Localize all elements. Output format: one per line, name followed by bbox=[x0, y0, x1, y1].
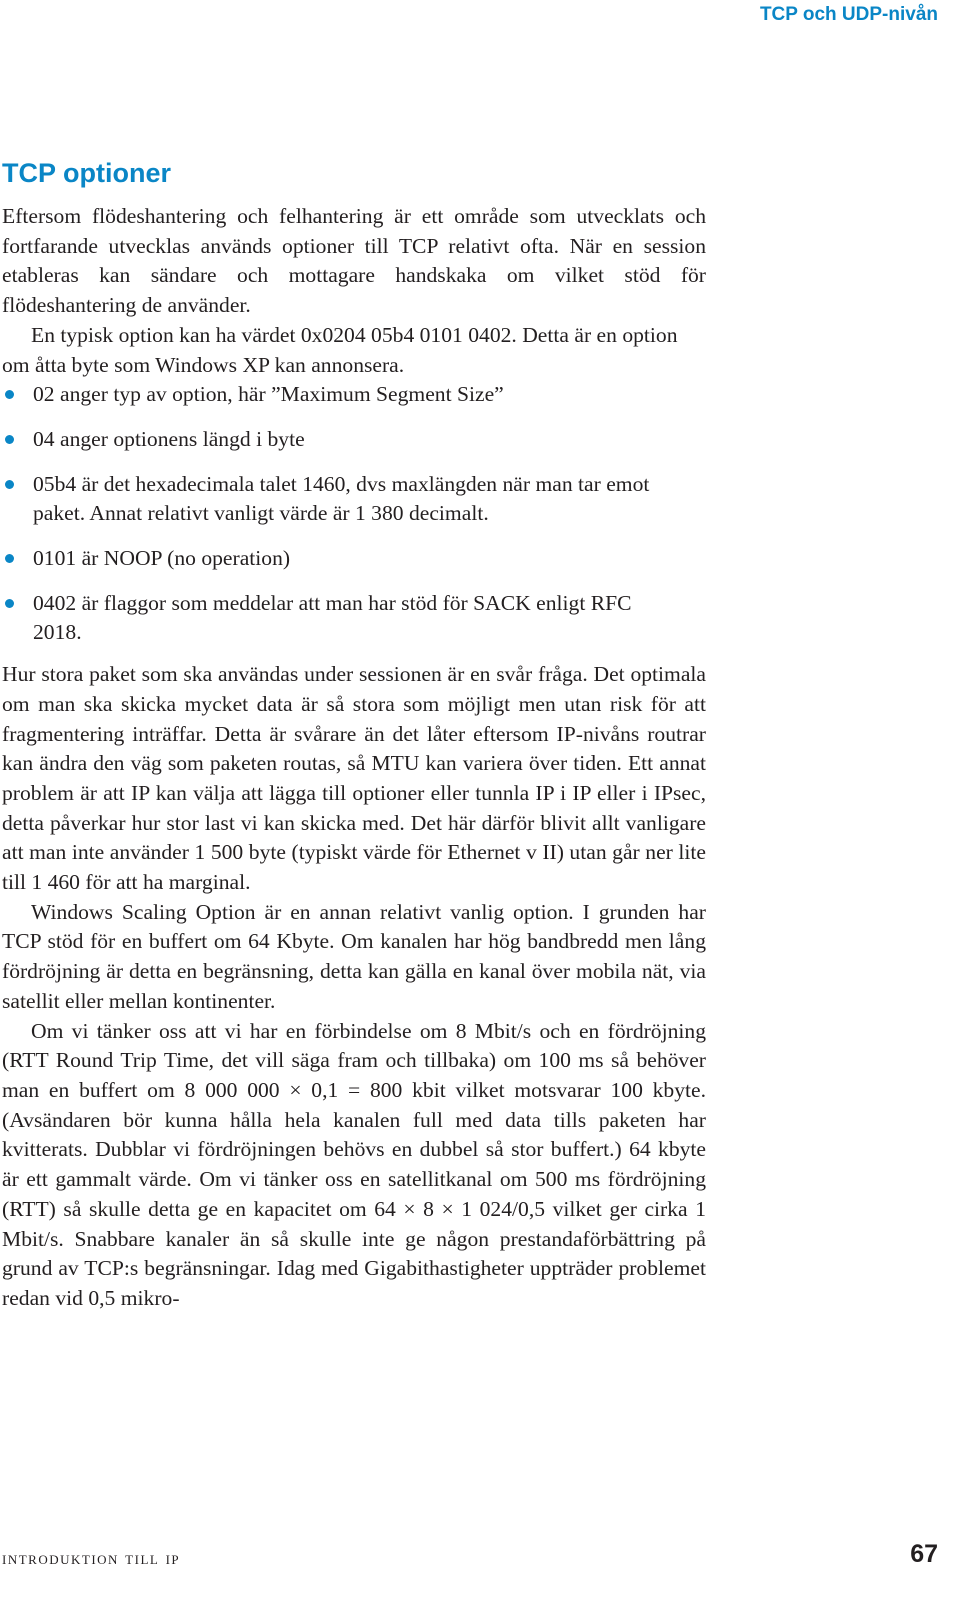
bullet-icon bbox=[5, 599, 14, 608]
list-item-text: 05b4 är det hexadecimala talet 1460, dvs maxlängden när man tar emot paket. Annat relativt vanligt värde är 1 380 decimalt. bbox=[33, 471, 650, 526]
paragraph-window-scaling: Windows Scaling Option är en annan relativt vanlig option. I grunden har TCP stöd för en buffert om 64 Kbyte. Om kanalen har hög bandbredd men lång fördröjning är detta en begränsning, detta kan gälla en kanal över mobila nät, via satellit eller mellan kontinenter. bbox=[2, 899, 706, 1013]
list-item-text: 04 anger optionens längd i byte bbox=[33, 426, 305, 451]
section-title: TCP optioner bbox=[2, 158, 172, 188]
body-text bbox=[2, 202, 706, 1314]
bullet-icon bbox=[5, 554, 14, 563]
paragraph-packet-size: Hur stora paket som ska användas under sessionen är en svår fråga. Det optimala om man ska skicka mycket data är så stora som möjligt men utan risk för att fragmentering inträffar. Detta är svårare än det låter eftersom IP-nivåns routrar kan ändra den väg som paketen routas, så MTU kan variera över tiden. Ett annat problem är att IP kan välja att lägga till optioner eller tunnla IP i IP eller i IPsec, detta påverkar hur stor last vi kan skicka med. Det här därför blivit allt vanligare att man inte använder 1 500 byte (typiskt värde för Ethernet v II) utan går ner lite till 1 460 för att ha marginal. bbox=[2, 662, 706, 895]
bullet-icon bbox=[5, 480, 14, 489]
paragraph-intro: Eftersom flödeshantering och felhantering är ett område som utvecklats och fortfarande utvecklas används optioner till TCP relativt ofta. När en session etableras kan sändare och mottagare handskaka om vilket stöd för flödeshantering de använder. bbox=[2, 204, 706, 318]
list-item bbox=[2, 380, 706, 410]
list-item-text: 0402 är flaggor som meddelar att man har stöd för SACK enligt RFC 2018. bbox=[33, 590, 632, 645]
bullet-icon bbox=[5, 435, 14, 444]
list-item-text: 02 anger typ av option, här ”Maximum Segment Size” bbox=[33, 382, 504, 407]
list-item-text: 0101 är NOOP (no operation) bbox=[33, 546, 291, 571]
paragraph-example-calculation: Om vi tänker oss att vi har en förbindelse om 8 Mbit/s och en fördröjning (RTT Round Trip Time, det vill säga fram och tillbaka) om 100 ms så behöver man en buffert om 8 000 000 × 0,1 = 800 kbit vilket motsvarar 100 kbyte. (Avsändaren bör kunna hålla hela kanalen full med data tills paketen har kvitterats. Dubblar vi fördröjningen behövs en dubbel så stor buffert.) 64 kbyte är ett gammalt värde. Om vi tänker oss en satellitkanal om 500 ms fördröjning (RTT) så skulle detta ge en kapacitet om 64 × 8 × 1 024/0,5 vilket ger cirka 1 Mbit/s. Snabbare kanaler än så skulle inte ge någon prestandaförbättring på grund av TCP:s begränsningar. Idag med Gigabithastigheter uppträder problemet redan vid 0,5 mikro- bbox=[2, 1018, 706, 1310]
list-item bbox=[2, 544, 706, 574]
list-item bbox=[2, 589, 706, 648]
paragraph-option-example: En typisk option kan ha värdet 0x0204 05b4 0101 0402. Detta är en option om åtta byte som Windows XP kan annonsera. bbox=[2, 322, 678, 377]
footer-book-title: introduktion till ip bbox=[2, 1548, 181, 1569]
page-number: 67 bbox=[910, 1540, 938, 1568]
list-item bbox=[2, 470, 706, 529]
running-header-title: TCP och UDP-nivån bbox=[759, 4, 938, 25]
list-item bbox=[2, 425, 706, 455]
option-bytes-list bbox=[2, 380, 706, 648]
bullet-icon bbox=[5, 390, 14, 399]
